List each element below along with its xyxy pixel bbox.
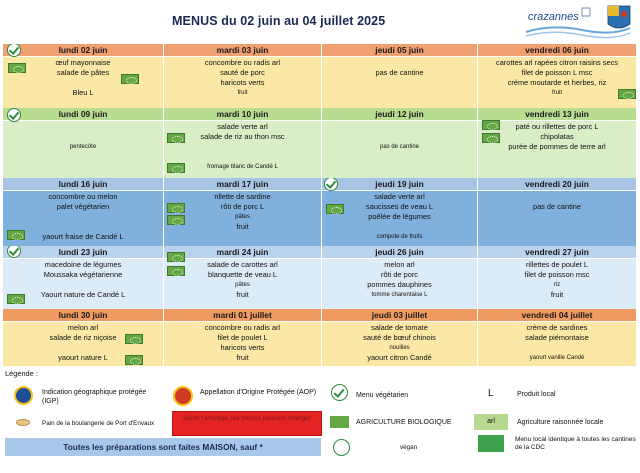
day-header: vendredi 04 juillet (478, 309, 636, 322)
organic-icon (167, 266, 185, 276)
legend-vegetarian: Menu végétarien (356, 392, 409, 399)
menu-item: haricots verts (220, 343, 265, 352)
menu-item: fruit (236, 222, 249, 231)
day-cell (164, 246, 322, 309)
menu-item: concombre ou radis arl (204, 58, 281, 67)
day-cell (164, 108, 322, 178)
menu-item: fruit (551, 90, 562, 96)
menu-item: salade de carottes arl (207, 260, 278, 269)
legend-local: Produit local (517, 391, 556, 398)
menu-item (324, 58, 475, 68)
legend-menu-change-notice: Selon l'arrivage, les menus peuvent changer (172, 411, 322, 436)
legend (0, 366, 640, 473)
day-cell (478, 44, 637, 108)
day-cell (164, 178, 322, 246)
menu-item (480, 343, 634, 353)
day-cell (322, 246, 478, 309)
menu-item: blanquette de veau L (207, 270, 278, 279)
menu-item: poêlée de légumes (368, 212, 431, 221)
crazannes-logo (522, 2, 634, 42)
organic-icon (167, 163, 185, 173)
organic-icon (125, 355, 143, 365)
day-cell (3, 246, 164, 309)
legend-vegan: végan (400, 444, 418, 451)
menu-item: pas de cantine (375, 68, 424, 77)
menu-item: fruit (237, 90, 248, 96)
day-cell (3, 309, 164, 366)
menu-item (166, 142, 319, 152)
organic-icon (125, 334, 143, 344)
legend-title: Légende : (5, 369, 38, 378)
legend-cdc: Menu local identique à toutes les cantines de la CDC (515, 436, 636, 451)
organic-icon (167, 203, 185, 213)
organic-icon (167, 133, 185, 143)
day-cell (478, 309, 637, 366)
day-header: lundi 30 juin (3, 309, 163, 322)
day-header: jeudi 26 juin (322, 246, 477, 259)
vegetarian-icon (7, 108, 21, 122)
menu-item (5, 122, 161, 132)
menu-item: filet de poulet L (217, 333, 268, 342)
menu-item: fromage blanc de Candé L (207, 164, 278, 170)
menu-item: rillette de sardine (214, 192, 271, 201)
page-header (0, 0, 640, 44)
day-header: mardi 24 juin (164, 246, 321, 259)
menu-item: rôti de porc L (220, 202, 265, 211)
menu-item (324, 222, 475, 232)
menu-item: concombre ou radis arl (204, 323, 281, 332)
menu-item: tomme charentaise L (371, 292, 428, 298)
organic-icon (167, 252, 185, 262)
week-row (3, 178, 637, 246)
menu-item: rôti de porc (381, 270, 418, 279)
legend-igp: Indication géographique protégée (IGP) (42, 389, 147, 405)
day-header: jeudi 12 juin (322, 108, 477, 121)
menu-item: salade de pâtes (56, 68, 110, 77)
day-header: lundi 09 juin (3, 108, 163, 121)
menu-item: nouilles (389, 345, 410, 351)
day-header: mardi 01 juillet (164, 309, 321, 322)
bread-icon (16, 419, 30, 426)
menu-item: compote de fruits (376, 234, 423, 240)
day-cell (3, 178, 164, 246)
menu-item (5, 343, 161, 353)
vegan-icon (333, 439, 350, 456)
organic-icon (326, 204, 344, 214)
vegetarian-icon (331, 384, 348, 401)
menu-item: yaourt citron Candé (367, 353, 432, 362)
day-cell (322, 309, 478, 366)
day-header: lundi 02 juin (3, 44, 163, 57)
day-header: jeudi 19 juin (322, 178, 477, 191)
organic-icon (482, 120, 500, 130)
organic-icon (7, 294, 25, 304)
menu-item: carottes arl rapées citron raisins secs (496, 58, 618, 67)
legend-bread: Pain de la boulangerie de Port d'Envaux (42, 420, 155, 427)
menu-item: pâtes (235, 214, 250, 220)
organic-icon (618, 89, 636, 99)
organic-icon (167, 215, 185, 225)
menu-item: melon arl (67, 323, 99, 332)
menu-item: salade de riz au thon msc (200, 132, 285, 141)
day-cell (478, 178, 637, 246)
day-header: vendredi 27 juin (478, 246, 636, 259)
menu-item: pentecôte (69, 144, 97, 150)
igp-label-icon (14, 386, 33, 405)
svg-text:crazannes: crazannes (528, 11, 579, 23)
day-cell (164, 44, 322, 108)
day-header: mardi 03 juin (164, 44, 321, 57)
menu-item: crème de sardines (526, 323, 588, 332)
day-cell (478, 246, 637, 309)
menu-item: palet végétarien (56, 202, 110, 211)
week-row (3, 44, 637, 108)
day-cell (3, 44, 164, 108)
menu-item: crème moutarde et herbes, riz (507, 78, 607, 87)
week-row (3, 108, 637, 178)
page-title: MENUS du 02 juin au 04 juillet 2025 (172, 14, 386, 28)
menu-item (324, 132, 475, 142)
menu-item (480, 192, 634, 202)
menu-item: haricots verts (220, 78, 265, 87)
menu-item: riz (553, 282, 561, 288)
aop-label-icon (173, 386, 193, 406)
organic-icon (482, 133, 500, 143)
menu-item: pas de cantine (532, 202, 582, 211)
week-row (3, 246, 637, 309)
day-header: vendredi 20 juin (478, 178, 636, 191)
menu-item: macedoine de légumes (44, 260, 122, 269)
menu-item: pas de cantine (379, 144, 420, 150)
menu-item: salade verte arl (217, 122, 268, 131)
day-header: mardi 10 juin (164, 108, 321, 121)
organic-icon (8, 63, 26, 73)
legend-aop: Appellation d'Origine Protégée (AOP) (200, 389, 317, 396)
week-row (3, 309, 637, 366)
menu-item: yaourt vanille Candé (529, 355, 585, 361)
organic-icon (330, 416, 349, 428)
menu-grid (3, 44, 637, 366)
menu-item: pâtes (235, 282, 250, 288)
menu-item: chipolatas (540, 132, 574, 141)
menu-item: saucisses de veau L (366, 202, 433, 211)
day-header: lundi 16 juin (3, 178, 163, 191)
menu-item: salade de riz niçoise (49, 333, 117, 342)
menu-item: salade de tomate (371, 323, 428, 332)
menu-item: filet de poisson msc (524, 270, 590, 279)
menu-item: Bleu L (72, 88, 94, 97)
legend-bio: AGRICULTURE BIOLOGIQUE (356, 419, 452, 426)
menu-item (5, 222, 161, 232)
day-cell (3, 108, 164, 178)
day-header: mardi 17 juin (164, 178, 321, 191)
menu-item: fruit (236, 290, 249, 299)
day-header: vendredi 13 juin (478, 108, 636, 121)
day-header: lundi 23 juin (3, 246, 163, 259)
cdc-menu-color-swatch (478, 435, 504, 452)
menu-item (5, 212, 161, 222)
legend-local-letter: L (488, 388, 494, 399)
menu-item (324, 122, 475, 132)
menu-item: fruit (550, 290, 564, 299)
organic-icon (121, 74, 139, 84)
legend-arl-box: arl (474, 414, 508, 430)
menu-item: filet de poisson L msc (521, 68, 593, 77)
legend-maison-banner: Toutes les préparations sont faites MAISON, sauf * (5, 438, 321, 456)
menu-item: melon arl (384, 260, 415, 269)
menu-item: sauté de porc (220, 68, 265, 77)
menu-item: rillettes de poulet L (525, 260, 589, 269)
menu-item: Moussaka végétarienne (43, 270, 123, 279)
day-header: jeudi 05 juin (322, 44, 477, 57)
legend-arl: Agriculture raisonnée locale (517, 419, 604, 426)
day-header: jeudi 03 juillet (322, 309, 477, 322)
menu-item: Yaourt nature de Candé L (40, 290, 126, 299)
menu-item (166, 152, 319, 162)
day-cell (164, 309, 322, 366)
menu-item: paté ou rillettes de porc L (515, 122, 599, 131)
menu-item: œuf mayonnaise (55, 58, 111, 67)
menu-item: pommes dauphines (367, 280, 432, 289)
menu-item: salade piémontaise (525, 333, 589, 342)
menu-item: concombre ou melon (48, 192, 118, 201)
organic-icon (7, 230, 25, 240)
menu-item: yaourt fraise de Candé L (42, 232, 124, 241)
day-cell (478, 108, 637, 178)
menu-item: purée de pommes de terre arl (508, 142, 606, 151)
menu-item: sauté de bœuf chinois (363, 333, 436, 342)
day-header: vendredi 06 juin (478, 44, 636, 57)
day-cell (322, 178, 478, 246)
day-cell (322, 44, 478, 108)
menu-item (5, 280, 161, 290)
menu-item: salade verte arl (374, 192, 425, 201)
menu-item: yaourt nature L (58, 353, 108, 362)
day-cell (322, 108, 478, 178)
menu-item (5, 132, 161, 142)
menu-item: fruit (236, 353, 249, 362)
